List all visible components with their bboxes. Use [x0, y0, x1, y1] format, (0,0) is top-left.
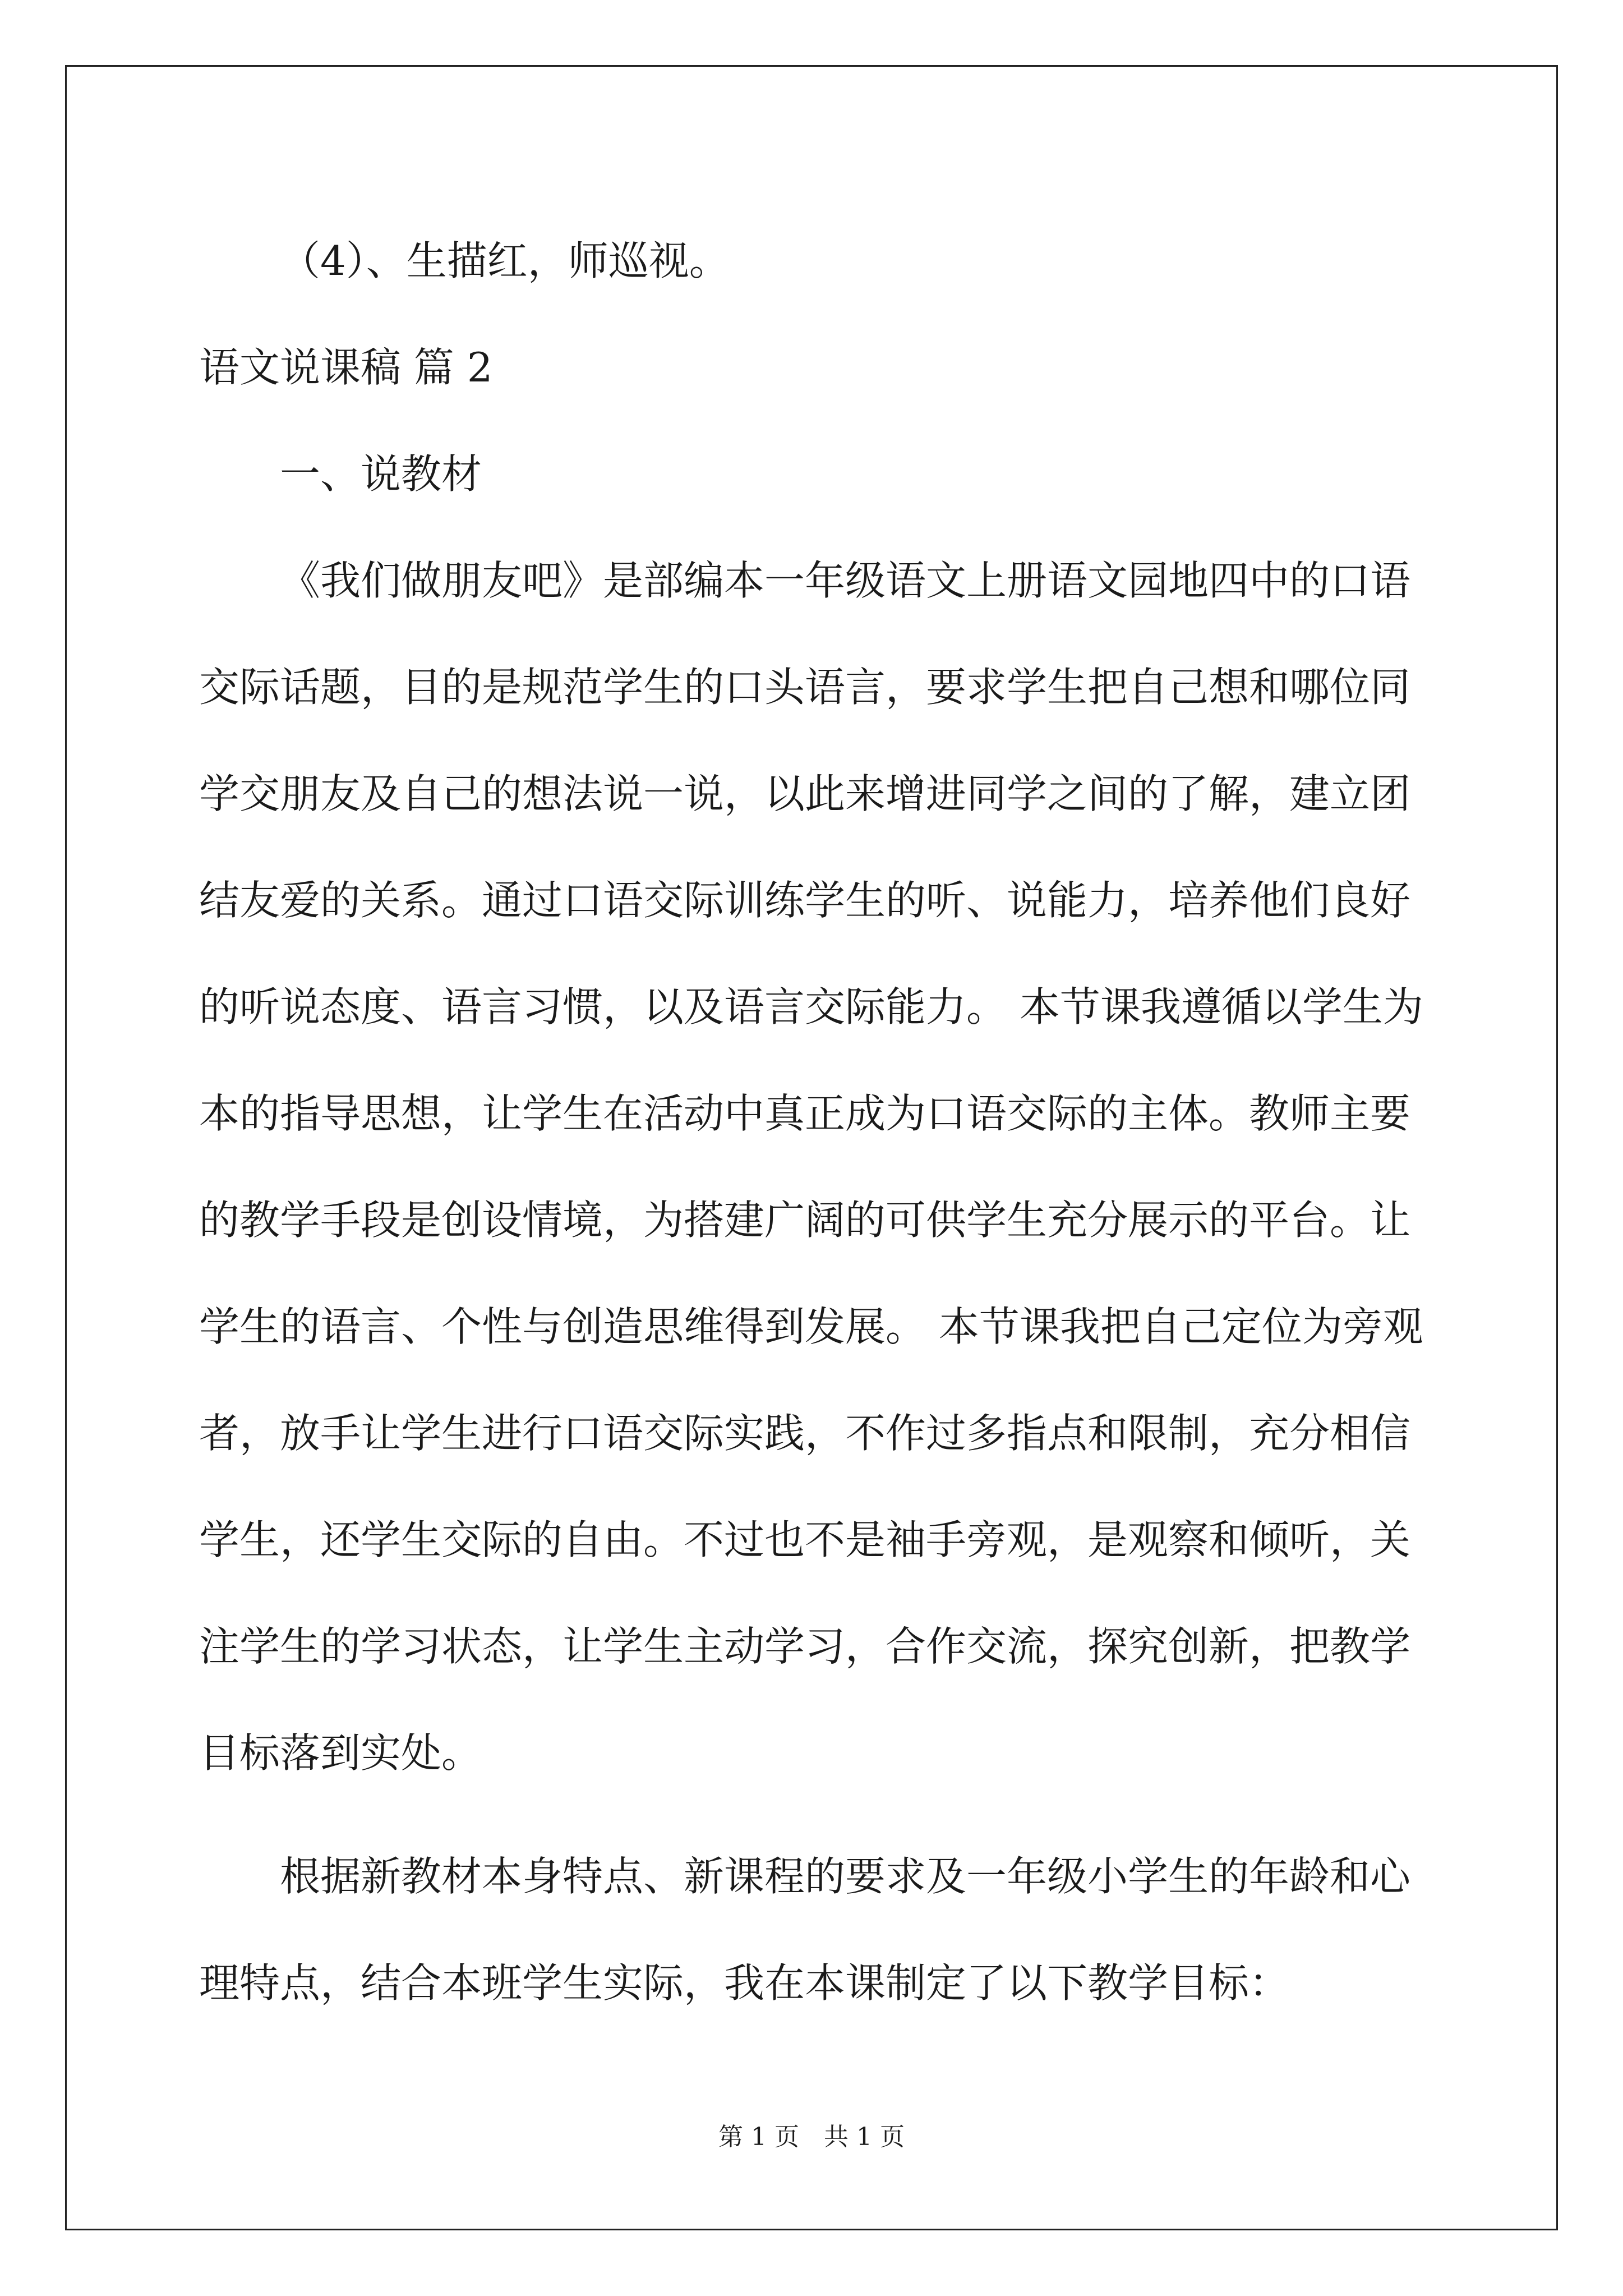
document-body: [199, 208, 1427, 2036]
section-heading: 语文说课稿 篇 2: [199, 344, 493, 391]
subsection-title: 一、说教材: [280, 450, 482, 498]
paragraph-textbook: 《我们做朋友吧》是部编本一年级语文上册语文园地四中的口语交际话题，目的是规范学生的口头语言，要求学生把自己想和哪位同学交朋友及自己的想法说一说，以此来增进同学之间的了解，建立团结友爱的关系。通过口语交际训练学生的听、说能力，培养他们良好的听说态度、语言习惯，以及语言交际能力。 本节课我遵循以学生为本的指导思想，让学生在活动中真正成为口语交际的主体。教师主要的教学手段是创设情境，为搭建广阔的可供学生充分展示的平台。让学生的语言、个性与创造思维得到发展。 本节课我把自己定位为旁观者，放手让学生进行口语交际实践，不作过多指点和限制，充分相信学生，还学生交际的自由。不过也不是袖手旁观，是观察和倾听，关注学生的学习状态，让学生主动学习，合作交流，探究创新，把教学目标落到实处。: [199, 557, 1423, 1777]
list-item-4: （4）、生描红，师巡视。: [280, 237, 730, 284]
page-footer: 第 1 页 共 1 页: [718, 2123, 905, 2151]
paragraph-objectives: 根据新教材本身特点、新课程的要求及一年级小学生的年龄和心理特点，结合本班学生实际，我在本课制定了以下教学目标：: [199, 1853, 1411, 2007]
